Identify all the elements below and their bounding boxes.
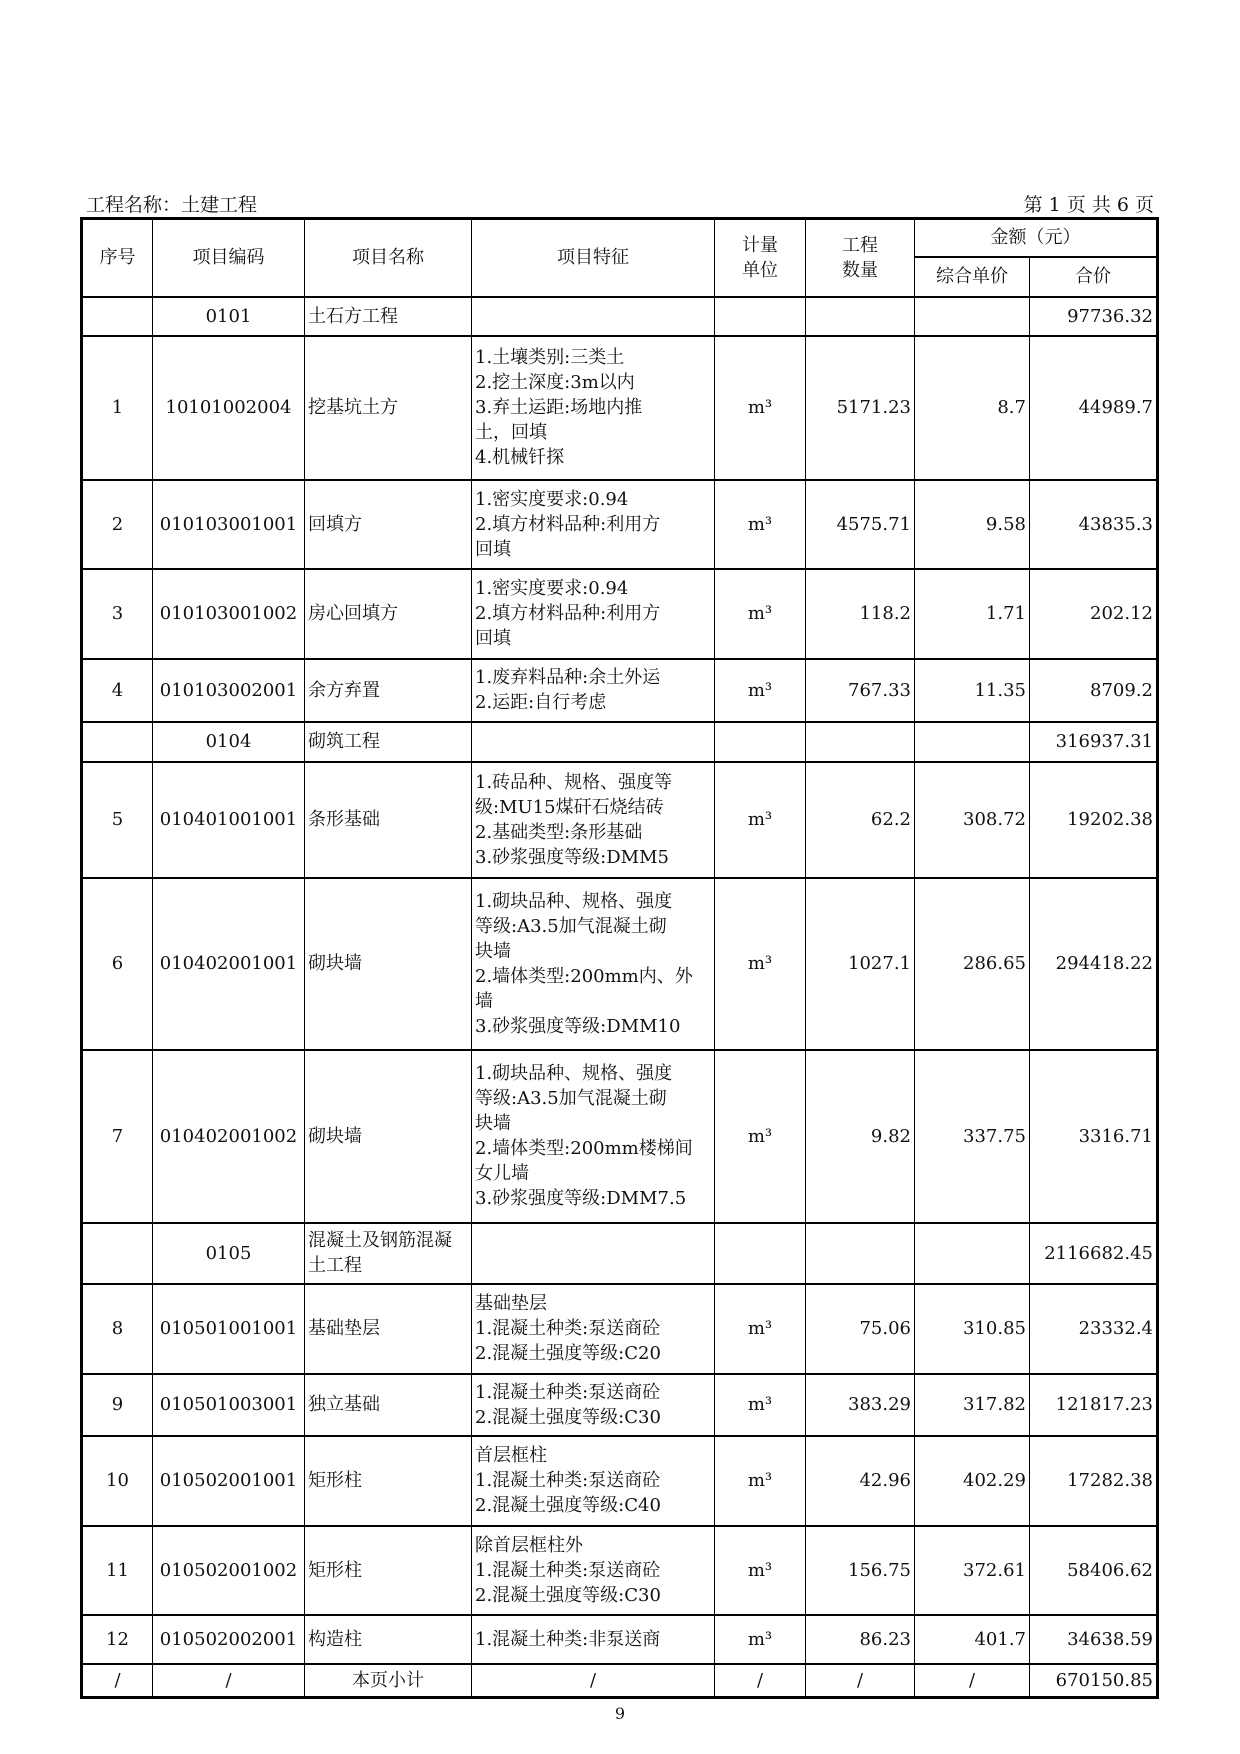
qty-cell: 9.82 [806,1050,915,1223]
feature-line: 1.砌块品种、规格、强度 [475,1063,673,1084]
seq-cell: 10 [82,1436,153,1526]
feature-line: 3.砂浆强度等级:DMM10 [475,1015,681,1037]
slash-cell: / [715,1664,806,1698]
price-cell: 286.65 [915,878,1030,1050]
feature-line: 1.混凝土种类:泵送商砼 [475,1559,661,1581]
unit-cell: m³ [715,1284,806,1374]
project-name: 工程名称：土建工程 [86,194,258,216]
total-cell: 97736.32 [1030,297,1158,336]
total-cell: 294418.22 [1030,878,1158,1050]
total-cell: 58406.62 [1030,1526,1158,1615]
name-cell: 挖基坑土方 [305,336,472,480]
feature-cell [472,1615,715,1664]
feature-line: 1.混凝土种类:非泵送商 [475,1628,661,1650]
subtotal-label: 本页小计 [305,1664,472,1698]
feature-cell [472,1284,715,1374]
table-row [82,1615,1158,1664]
feature-line: 3.砂浆强度等级:DMM7.5 [475,1188,687,1209]
feature-cell [472,659,715,722]
feature-line: 2.填方材料品种:利用方 [475,603,661,624]
total-cell: 23332.4 [1030,1284,1158,1374]
qty-cell: 767.33 [806,659,915,722]
seq-cell: 1 [82,336,153,480]
name-cell: 砌块墙 [305,878,472,1050]
col-unit-price: 综合单价 [915,257,1030,297]
seq-cell: 3 [82,569,153,659]
total-cell: 316937.31 [1030,722,1158,762]
feature-line: 等级:A3.5加气混凝土砌 [475,915,667,937]
feature-line: 1.砌块品种、规格、强度 [475,890,673,912]
total-cell: 17282.38 [1030,1436,1158,1526]
name-cell: 矩形柱 [305,1436,472,1526]
table-row [82,762,1158,878]
code-cell: 0105 [153,1223,305,1284]
code-cell: 010402001001 [153,878,305,1050]
feature-line: 2.填方材料品种:利用方 [475,513,661,535]
feature-line: 2.挖土深度:3m以内 [475,372,635,393]
seq-cell [82,1223,153,1284]
slash-cell: / [806,1664,915,1698]
unit-cell [715,722,806,762]
feature-line: 1.混凝土种类:泵送商砼 [475,1381,661,1403]
qty-cell: 1027.1 [806,878,915,1050]
feature-line: 等级:A3.5加气混凝土砌 [475,1088,667,1109]
total-cell: 3316.71 [1030,1050,1158,1223]
page-indicator: 第 1 页 共 6 页 [1023,194,1154,216]
feature-cell [472,297,715,336]
total-cell: 43835.3 [1030,480,1158,569]
code-cell: 010103001002 [153,569,305,659]
total-cell: 121817.23 [1030,1374,1158,1436]
unit-cell: m³ [715,1526,806,1615]
unit-cell: m³ [715,659,806,722]
seq-cell: 12 [82,1615,153,1664]
name-cell: 回填方 [305,480,472,569]
table-row [82,1526,1158,1615]
feature-cell [472,762,715,878]
code-cell: 010502001001 [153,1436,305,1526]
code-cell: 010502002001 [153,1615,305,1664]
price-cell: 372.61 [915,1526,1030,1615]
subtotal-row [82,1664,1158,1698]
feature-line: 2.混凝土强度等级:C30 [475,1406,661,1428]
name-cell: 混凝土及钢筋混凝土工程 [305,1223,472,1284]
unit-cell: m³ [715,1050,806,1223]
slash-cell: / [82,1664,153,1698]
feature-line: 4.机械钎探 [475,447,565,468]
feature-line: 2.混凝土强度等级:C30 [475,1584,661,1606]
code-cell: 10101002004 [153,336,305,480]
feature-line: 1.混凝土种类:泵送商砼 [475,1318,661,1339]
table-row [82,878,1158,1050]
group-row [82,1223,1158,1284]
unit-cell: m³ [715,1436,806,1526]
code-cell: 010103002001 [153,659,305,722]
col-total: 合价 [1030,257,1158,297]
total-cell: 8709.2 [1030,659,1158,722]
code-cell: 010501003001 [153,1374,305,1436]
slash-cell: / [153,1664,305,1698]
name-cell: 基础垫层 [305,1284,472,1374]
name-cell: 砌筑工程 [305,722,472,762]
qty-cell: 156.75 [806,1526,915,1615]
seq-cell: 9 [82,1374,153,1436]
name-cell: 矩形柱 [305,1526,472,1615]
feature-line: 2.墙体类型:200mm楼梯间 [475,1138,693,1159]
feature-line: 3.砂浆强度等级:DMM5 [475,846,669,868]
feature-line: 女儿墙 [475,1163,529,1184]
qty-cell: 62.2 [806,762,915,878]
feature-cell [472,1526,715,1615]
code-cell: 0104 [153,722,305,762]
col-name: 项目名称 [305,219,472,297]
unit-cell: m³ [715,336,806,480]
seq-cell: 6 [82,878,153,1050]
feature-line: 回填 [475,628,511,649]
feature-line: 墙 [475,990,493,1012]
feature-line: 1.废弃料品种:余土外运 [475,667,661,688]
feature-cell [472,1436,715,1526]
price-cell: 8.7 [915,336,1030,480]
code-cell: 010401001001 [153,762,305,878]
total-cell: 202.12 [1030,569,1158,659]
code-cell: 010402001002 [153,1050,305,1223]
price-cell: 11.35 [915,659,1030,722]
feature-line: 块墙 [475,940,511,962]
table-row [82,1284,1158,1374]
unit-cell: m³ [715,878,806,1050]
feature-line: 2.混凝土强度等级:C40 [475,1495,661,1516]
feature-line: 1.密实度要求:0.94 [475,578,629,599]
unit-cell [715,1223,806,1284]
col-unit: 计量单位 [715,219,806,297]
feature-line: 首层框柱 [475,1445,547,1466]
feature-line: 回填 [475,538,511,560]
feature-cell [472,1223,715,1284]
feature-cell [472,1050,715,1223]
qty-cell: 75.06 [806,1284,915,1374]
feature-line: 1.混凝土种类:泵送商砼 [475,1470,661,1491]
total-cell: 2116682.45 [1030,1223,1158,1284]
total-cell: 34638.59 [1030,1615,1158,1664]
code-cell: 010501001001 [153,1284,305,1374]
feature-line: 级:MU15煤矸石烧结砖 [475,796,664,818]
price-cell: 9.58 [915,480,1030,569]
price-cell: 317.82 [915,1374,1030,1436]
feature-cell [472,722,715,762]
total-cell: 44989.7 [1030,336,1158,480]
name-cell: 构造柱 [305,1615,472,1664]
table-row [82,1050,1158,1223]
table-row [82,1436,1158,1526]
name-cell: 土石方工程 [305,297,472,336]
feature-line: 除首层框柱外 [475,1534,583,1556]
feature-cell [472,878,715,1050]
seq-cell: 4 [82,659,153,722]
name-cell: 独立基础 [305,1374,472,1436]
unit-cell: m³ [715,1615,806,1664]
feature-cell [472,569,715,659]
name-cell: 砌块墙 [305,1050,472,1223]
code-cell: 010103001001 [153,480,305,569]
group-row [82,297,1158,336]
feature-line: 2.运距:自行考虑 [475,692,607,713]
seq-cell: 7 [82,1050,153,1223]
name-cell: 房心回填方 [305,569,472,659]
qty-cell: 5171.23 [806,336,915,480]
feature-line: 1.密实度要求:0.94 [475,488,629,510]
price-cell: 337.75 [915,1050,1030,1223]
col-feature: 项目特征 [472,219,715,297]
qty-cell: 42.96 [806,1436,915,1526]
seq-cell: 2 [82,480,153,569]
feature-line: 2.基础类型:条形基础 [475,821,643,843]
feature-line: 1.土壤类别:三类土 [475,347,625,368]
table-row [82,336,1158,480]
feature-line: 基础垫层 [475,1293,547,1314]
price-cell: 310.85 [915,1284,1030,1374]
feature-cell [472,480,715,569]
unit-cell [715,297,806,336]
feature-line: 1.砖品种、规格、强度等 [475,771,673,793]
slash-cell: / [472,1664,715,1698]
page-number: 9 [614,1704,626,1723]
table-row [82,480,1158,569]
feature-line: 3.弃土运距:场地内推 [475,397,643,418]
bill-of-quantities-table [80,217,1159,1699]
qty-cell [806,1223,915,1284]
seq-cell: 11 [82,1526,153,1615]
unit-cell: m³ [715,1374,806,1436]
col-code: 项目编码 [153,219,305,297]
qty-cell: 118.2 [806,569,915,659]
unit-cell: m³ [715,480,806,569]
feature-line: 土，回填 [475,422,547,443]
seq-cell: 5 [82,762,153,878]
price-cell [915,1223,1030,1284]
seq-cell: 8 [82,1284,153,1374]
price-cell [915,297,1030,336]
feature-line: 块墙 [475,1113,511,1134]
price-cell: 401.7 [915,1615,1030,1664]
col-seq: 序号 [82,219,153,297]
price-cell: 308.72 [915,762,1030,878]
name-cell: 余方弃置 [305,659,472,722]
feature-line: 2.混凝土强度等级:C20 [475,1343,661,1364]
col-amount: 金额（元） [915,219,1158,257]
feature-cell [472,1374,715,1436]
group-row [82,722,1158,762]
subtotal-total: 670150.85 [1030,1664,1158,1698]
seq-cell [82,722,153,762]
name-cell: 条形基础 [305,762,472,878]
unit-cell: m³ [715,569,806,659]
code-cell: 010502001002 [153,1526,305,1615]
qty-cell [806,722,915,762]
qty-cell: 86.23 [806,1615,915,1664]
seq-cell [82,297,153,336]
price-cell: 402.29 [915,1436,1030,1526]
code-cell: 0101 [153,297,305,336]
table-row [82,1374,1158,1436]
feature-cell [472,336,715,480]
price-cell [915,722,1030,762]
qty-cell [806,297,915,336]
total-cell: 19202.38 [1030,762,1158,878]
feature-line: 2.墙体类型:200mm内、外 [475,965,693,987]
slash-cell: / [915,1664,1030,1698]
table-row [82,659,1158,722]
qty-cell: 383.29 [806,1374,915,1436]
price-cell: 1.71 [915,569,1030,659]
unit-cell: m³ [715,762,806,878]
qty-cell: 4575.71 [806,480,915,569]
col-qty: 工程数量 [806,219,915,297]
table-row [82,569,1158,659]
